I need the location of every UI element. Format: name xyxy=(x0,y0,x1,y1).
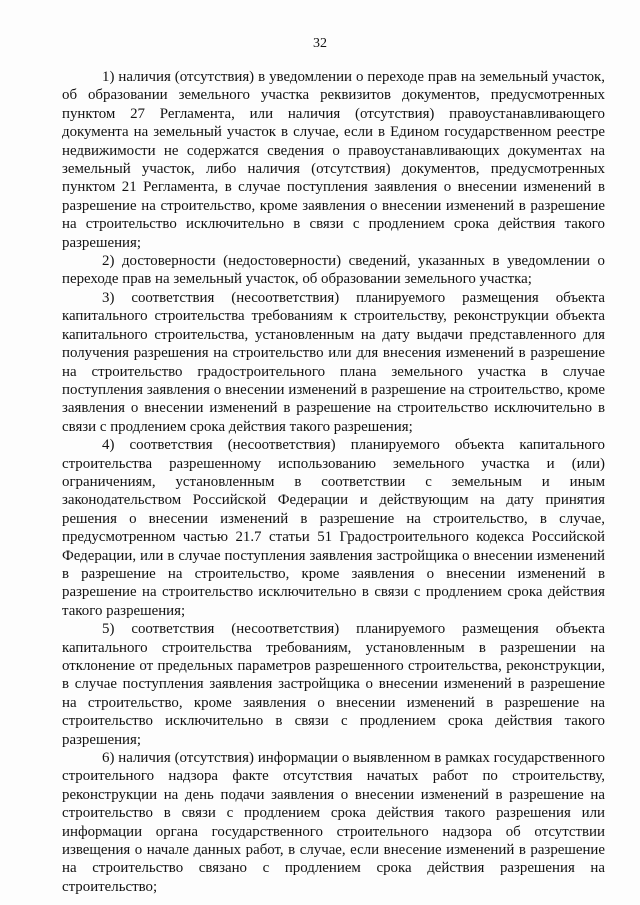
paragraph-item-4: 4) соответствия (несоответствия) планируемого объекта капитального строительства разрешенному использованию земельного участка и (или) ограничениям, установленным в соответствии с земельным и иным законодательством Российской Федерации и действующим на дату принятия решения о внесении изменений в разрешение на строительство, в случае, предусмотренном частью 21.7 статьи 51 Градостроительного кодекса Российской Федерации, или в случае поступления заявления застройщика о внесении изменений в разрешение на строительство, кроме заявления о внесении изменений в разрешение на строительство исключительно в связи с продлением срока действия такого разрешения; xyxy=(62,437,605,619)
page-number: 32 xyxy=(313,36,327,51)
paragraph-item-3: 3) соответствия (несоответствия) планируемого размещения объекта капитального строительства требованиям к строительству, реконструкции объекта капитального строительства, установленным на дату выдачи представленного для получения разрешения на строительство или для внесения изменений в разрешение на строительство градостроительного плана земельного участка в случае поступления заявления о внесении изменений в разрешение на строительство, кроме заявления о внесении изменений в разрешение на строительство исключительно в связи с продлением срока действия такого разрешения; xyxy=(62,289,605,435)
document-body xyxy=(62,68,605,896)
paragraph-item-2: 2) достоверности (недостоверности) сведений, указанных в уведомлении о переходе прав на земельный участок, об образовании земельного участка; xyxy=(62,253,605,288)
paragraph-item-1: 1) наличия (отсутствия) в уведомлении о переходе прав на земельный участок, об образовании земельного участка реквизитов документов, предусмотренных пунктом 27 Регламента, или наличия (отсутствия) правоустанавливающего документа на земельный участок в случае, если в Едином государственном реестре недвижимости не содержатся сведения о правоустанавливающих документах на земельный участок, либо наличия (отсутствия) документов, предусмотренных пунктом 21 Регламента, в случае поступления заявления о внесении изменений в разрешение на строительство, кроме заявления о внесении изменений в разрешение на строительство исключительно в связи с продлением срока действия такого разрешения; xyxy=(62,69,605,251)
paragraph-item-5: 5) соответствия (несоответствия) планируемого размещения объекта капитального строительства требованиям, установленным в разрешении на отклонение от предельных параметров разрешенного строительства, реконструкции, в случае поступления заявления застройщика о внесении изменений в разрешение на строительство, кроме заявления о внесении изменений в разрешение на строительство исключительно в связи с продлением срока действия такого разрешения; xyxy=(62,621,605,748)
paragraph-item-6: 6) наличия (отсутствия) информации о выявленном в рамках государственного строительного надзора факте отсутствия начатых работ по строительству, реконструкции на день подачи заявления о внесении изменений в разрешение на строительство в связи с продлением срока действия такого разрешения или информации органа государственного строительного надзора об отсутствии извещения о начале данных работ, в случае, если внесение изменений в разрешение на строительство связано с продлением срока действия разрешения на строительство; xyxy=(62,750,605,895)
